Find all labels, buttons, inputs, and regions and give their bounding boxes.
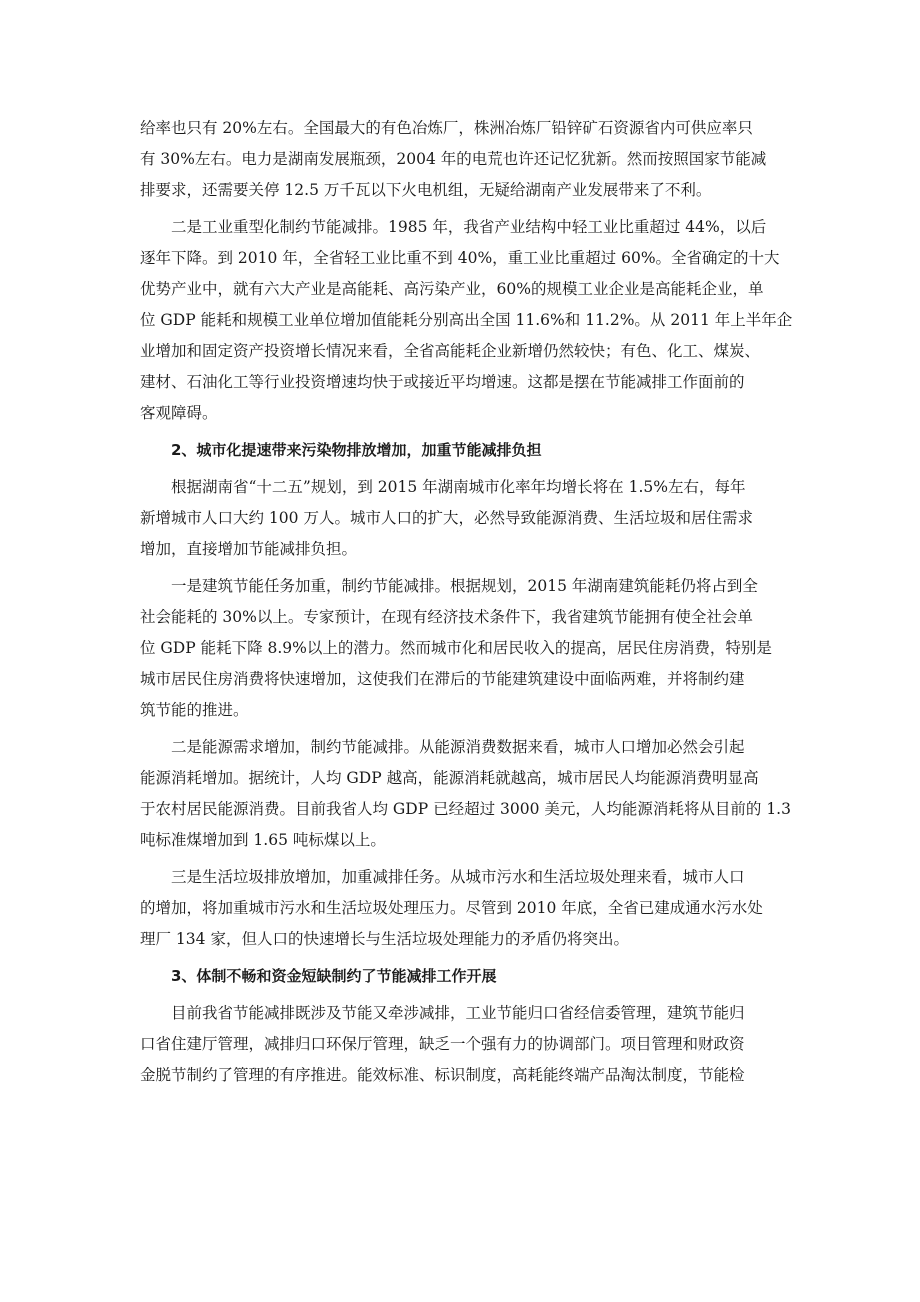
text-line: 口省住建厅管理，减排归口环保厅管理，缺乏一个强有力的协调部门。项目管理和财政资 [140,1035,745,1053]
text-line: 给率也只有 20%左右。全国最大的有色冶炼厂，株洲冶炼厂铅锌矿石资源省内可供应率只 [140,119,753,137]
text-line: 三是生活垃圾排放增加，加重减排任务。从城市污水和生活垃圾处理来看，城市人口 [171,868,745,886]
paragraph-heavy-industry [140,212,796,429]
text-line: 排要求，还需要关停 12.5 万千瓦以下火电机组，无疑给湖南产业发展带来了不利。 [140,181,712,199]
paragraph-resource-supply [140,113,796,206]
paragraph-urbanization-plan [140,472,796,565]
text-line: 新增城市人口大约 100 万人。城市人口的扩大，必然导致能源消费、生活垃圾和居住需求 [140,509,753,527]
text-line: 社会能耗的 30%以上。专家预计，在现有经济技术条件下，我省建筑节能拥有使全社会单 [140,608,753,626]
text-line: 能源消耗增加。据统计，人均 GDP 越高，能源消耗就越高，城市居民人均能源消费明显高 [140,769,759,787]
paragraph-building-energy [140,571,796,726]
text-line: 位 GDP 能耗和规模工业单位增加值能耗分别高出全国 11.6%和 11.2%。从 2011 年上半年企 [140,311,793,329]
section-heading-urbanization: 2、城市化提速带来污染物排放增加，加重节能减排负担 [171,441,542,459]
text-line: 建材、石油化工等行业投资增速均快于或接近平均增速。这都是摆在节能减排工作面前的 [140,373,745,391]
text-line: 优势产业中，就有六大产业是高能耗、高污染产业，60%的规模工业企业是高能耗企业，单 [140,280,764,298]
text-line: 有 30%左右。电力是湖南发展瓶颈，2004 年的电荒也许还记忆犹新。然而按照国家节能减 [140,150,767,168]
text-line: 客观障碍。 [140,404,218,422]
text-line: 于农村居民能源消费。目前我省人均 GDP 已经超过 3000 美元，人均能源消耗将从目前的 1.3 [140,800,791,818]
document-page [140,113,796,1097]
paragraph-management-system [140,998,796,1091]
text-line: 业增加和固定资产投资增长情况来看，全省高能耗企业新增仍然较快；有色、化工、煤炭、 [140,342,761,360]
paragraph-energy-demand [140,732,796,856]
text-line: 吨标准煤增加到 1.65 吨标煤以上。 [140,831,386,849]
text-line: 的增加，将加重城市污水和生活垃圾处理压力。尽管到 2010 年底，全省已建成通水污水处 [140,899,763,917]
text-line: 逐年下降。到 2010 年，全省轻工业比重不到 40%，重工业比重超过 60%。全省确定的十大 [140,249,780,267]
text-line: 理厂 134 家，但人口的快速增长与生活垃圾处理能力的矛盾仍将突出。 [140,930,629,948]
paragraph-waste-discharge [140,862,796,955]
text-line: 增加，直接增加节能减排负担。 [140,540,358,558]
text-line: 根据湖南省“十二五”规划，到 2015 年湖南城市化率年均增长将在 1.5%左右，每年 [171,478,746,496]
text-line: 城市居民住房消费将快速增加，这使我们在滞后的节能建筑建设中面临两难，并将制约建 [140,670,745,688]
section-heading-institutional: 3、体制不畅和资金短缺制约了节能减排工作开展 [171,967,497,985]
text-line: 筑节能的推进。 [140,701,249,719]
text-line: 一是建筑节能任务加重，制约节能减排。根据规划，2015 年湖南建筑能耗仍将占到全 [171,577,758,595]
text-line: 二是工业重型化制约节能减排。1985 年，我省产业结构中轻工业比重超过 44%，以后 [171,218,767,236]
text-line: 目前我省节能减排既涉及节能又牵涉减排，工业节能归口省经信委管理，建筑节能归 [171,1004,745,1022]
text-line: 位 GDP 能耗下降 8.9%以上的潜力。然而城市化和居民收入的提高，居民住房消费，特别是 [140,639,772,657]
text-line: 二是能源需求增加，制约节能减排。从能源消费数据来看，城市人口增加必然会引起 [171,738,745,756]
text-line: 金脱节制约了管理的有序推进。能效标准、标识制度，高耗能终端产品淘汰制度，节能检 [140,1066,745,1084]
